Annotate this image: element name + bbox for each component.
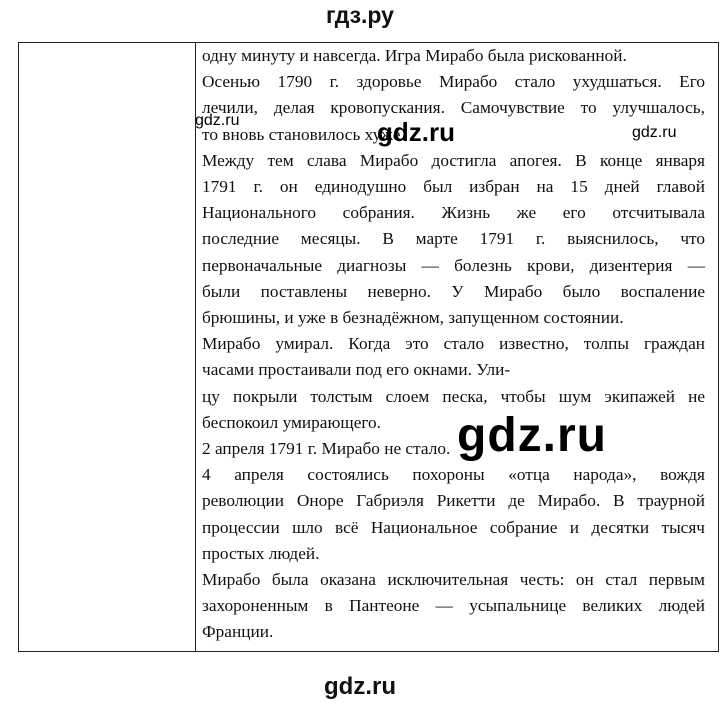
text-line: то вновь становилось хуже.	[202, 124, 405, 144]
text-line: Мирабо умирал. Когда это стало известно, толпы граждан	[202, 334, 705, 354]
text-line: часами простаивали под его окнами. Ули-	[202, 360, 511, 380]
text-line: последние месяцы. В марте 1791 г. выяснилось, что	[202, 229, 705, 249]
left-column-empty	[19, 43, 196, 651]
text-line: цу покрыли толстым слоем песка, чтобы шум экипажей не	[202, 386, 705, 406]
text-line: Осенью 1790 г. здоровье Мирабо стало ухудшаться. Его	[202, 72, 705, 92]
site-header: гдз.ру	[326, 2, 394, 28]
text-line: революции Оноре Габриэля Рикетти де Мирабо. В траурной	[202, 491, 705, 511]
text-line: 4 апреля состоялись похороны «отца народа», вождя	[202, 465, 705, 485]
text-line: 2 апреля 1791 г. Мирабо не стало.	[202, 439, 451, 459]
site-footer: gdz.ru	[324, 673, 396, 700]
text-line: брюшины, и уже в безнадёжном, запущенном состоянии.	[202, 308, 624, 328]
text-line: беспокоил умирающего.	[202, 412, 381, 432]
text-line: первоначальные диагнозы — болезнь крови, дизентерия —	[202, 255, 705, 275]
text-line: одну минуту и навсегда. Игра Мирабо была рискованной.	[202, 46, 627, 65]
text-line: простых людей.	[202, 543, 320, 563]
watermark-mid: gdz.ru	[377, 117, 455, 147]
text-line: 1791 г. он единодушно был избран на 15 дней главой	[202, 177, 705, 197]
text-line: процессии шло всё Национальное собрание и десятки тысяч	[202, 517, 705, 537]
watermark-big: gdz.ru	[457, 409, 607, 462]
watermark-small-left: gdz.ru	[195, 112, 240, 129]
text-line: были поставлены неверно. У Мирабо было воспаление	[202, 281, 705, 301]
text-line: Между тем слава Мирабо достигла апогея. В конце января	[202, 150, 705, 170]
content-table	[18, 42, 719, 652]
text-line: Национального собрания. Жизнь же его отсчитывала	[202, 203, 705, 223]
text-line: Франции.	[202, 622, 274, 642]
text-line: лечили, делая кровопускания. Самочувствие то улучшалось,	[202, 98, 705, 118]
text-line: захороненным в Пантеоне — усыпальнице великих людей	[202, 596, 705, 616]
text-line: Мирабо была оказана исключительная честь: он стал первым	[202, 570, 705, 590]
watermark-small-right: gdz.ru	[632, 124, 677, 141]
